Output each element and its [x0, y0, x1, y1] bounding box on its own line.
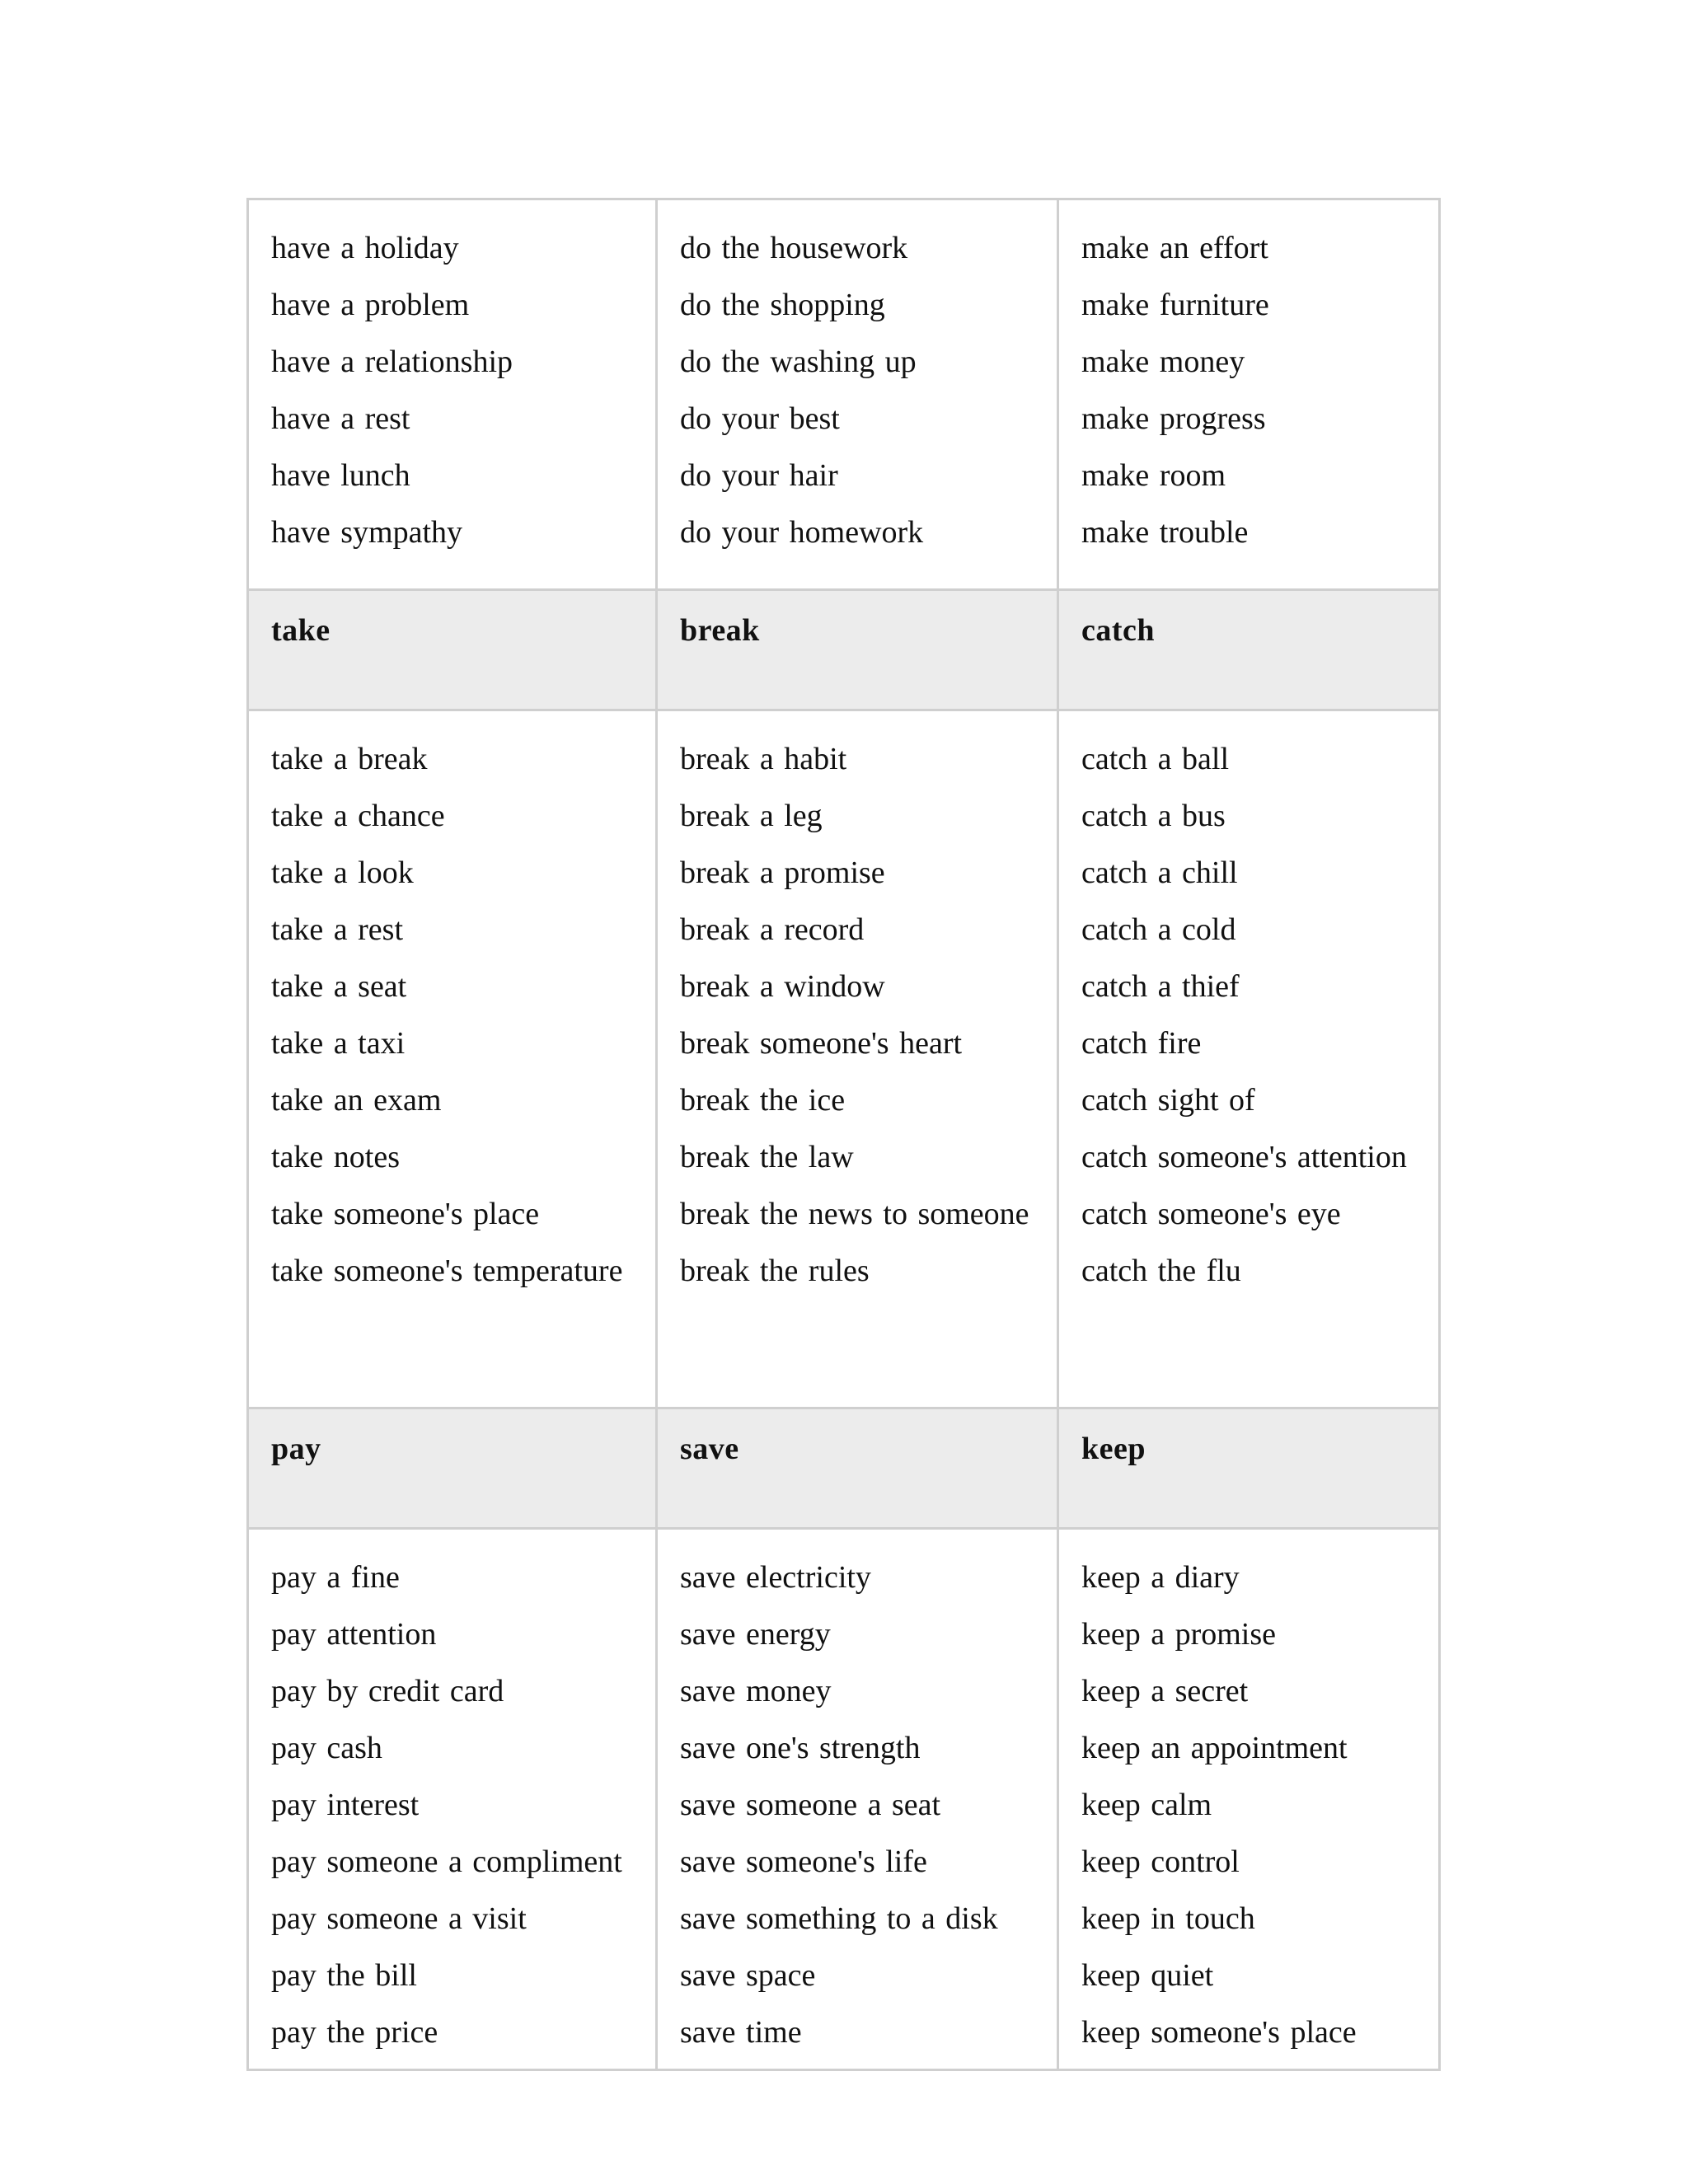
list-item: take a chance — [271, 799, 445, 833]
do-cell — [657, 199, 1058, 590]
list-item: catch sight of — [1081, 1083, 1255, 1118]
list-item: take an exam — [271, 1083, 442, 1118]
table-row — [248, 710, 1440, 1408]
list-item: catch a cold — [1081, 912, 1236, 947]
list-item: break a leg — [680, 799, 823, 833]
section-heading: catch — [1081, 613, 1156, 648]
list-item: have a holiday — [271, 231, 459, 265]
header-pay — [248, 1408, 657, 1529]
list-item: save one's strength — [680, 1731, 921, 1765]
list-item: take a break — [271, 742, 428, 776]
list-item: keep an appointment — [1081, 1731, 1348, 1765]
list-item: break a record — [680, 912, 865, 947]
list-item: have sympathy — [271, 515, 463, 550]
list-item: catch someone's attention — [1081, 1140, 1407, 1174]
list-item: break the ice — [680, 1083, 846, 1118]
section-header-row — [248, 1408, 1440, 1529]
list-item: break a promise — [680, 855, 885, 890]
list-item: have lunch — [271, 458, 410, 493]
list-item: break a habit — [680, 742, 847, 776]
list-item: keep a promise — [1081, 1617, 1277, 1652]
list-item: keep a diary — [1081, 1560, 1240, 1595]
list-item: catch a chill — [1081, 855, 1238, 890]
list-item: take a rest — [271, 912, 404, 947]
pay-list — [271, 1549, 655, 2061]
collocations-table — [246, 198, 1441, 2071]
header-catch — [1058, 590, 1440, 710]
header-take — [248, 590, 657, 710]
header-break — [657, 590, 1058, 710]
list-item: make room — [1081, 458, 1226, 493]
list-item: keep a secret — [1081, 1674, 1249, 1708]
list-item: break someone's heart — [680, 1026, 963, 1061]
list-item: have a problem — [271, 288, 470, 322]
list-item: pay attention — [271, 1617, 437, 1652]
section-heading: pay — [271, 1432, 321, 1466]
keep-cell — [1058, 1529, 1440, 2070]
section-heading: save — [680, 1432, 739, 1466]
list-item: take a seat — [271, 969, 407, 1004]
list-item: pay by credit card — [271, 1674, 504, 1708]
list-item: keep calm — [1081, 1788, 1212, 1822]
list-item: catch a ball — [1081, 742, 1230, 776]
keep-list — [1081, 1549, 1438, 2061]
list-item: save time — [680, 2015, 802, 2050]
list-item: catch fire — [1081, 1026, 1202, 1061]
list-item: make money — [1081, 344, 1245, 379]
list-item: keep quiet — [1081, 1958, 1214, 1993]
save-list — [680, 1549, 1057, 2061]
list-item: make progress — [1081, 401, 1266, 436]
make-cell — [1058, 199, 1440, 590]
save-cell — [657, 1529, 1058, 2070]
list-item: break a window — [680, 969, 885, 1004]
list-item: do your best — [680, 401, 840, 436]
list-item: keep control — [1081, 1844, 1240, 1879]
list-item: do the shopping — [680, 288, 885, 322]
list-item: save someone's life — [680, 1844, 927, 1879]
list-item: pay the bill — [271, 1958, 417, 1993]
list-item: catch a thief — [1081, 969, 1240, 1004]
list-item: make trouble — [1081, 515, 1249, 550]
take-cell — [248, 710, 657, 1408]
have-list — [271, 220, 655, 561]
list-item: take a look — [271, 855, 414, 890]
list-item: make furniture — [1081, 288, 1269, 322]
list-item: catch a bus — [1081, 799, 1226, 833]
make-list — [1081, 220, 1438, 561]
list-item: break the news to someone — [680, 1197, 1029, 1231]
list-item: save electricity — [680, 1560, 871, 1595]
table-row — [248, 199, 1440, 590]
list-item: take a taxi — [271, 1026, 406, 1061]
list-item: have a relationship — [271, 344, 513, 379]
list-item: keep in touch — [1081, 1901, 1255, 1936]
have-cell — [248, 199, 657, 590]
list-item: pay someone a compliment — [271, 1844, 622, 1879]
table-row — [248, 1529, 1440, 2070]
section-heading: break — [680, 613, 760, 648]
list-item: pay cash — [271, 1731, 382, 1765]
list-item: take notes — [271, 1140, 401, 1174]
list-item: save someone a seat — [680, 1788, 941, 1822]
list-item: do the housework — [680, 231, 908, 265]
do-list — [680, 220, 1057, 561]
list-item: do your hair — [680, 458, 838, 493]
break-cell — [657, 710, 1058, 1408]
list-item: keep someone's place — [1081, 2015, 1357, 2050]
section-heading: keep — [1081, 1432, 1146, 1466]
list-item: pay the price — [271, 2015, 438, 2050]
list-item: pay interest — [271, 1788, 420, 1822]
list-item: take someone's temperature — [271, 1254, 623, 1288]
list-item: save energy — [680, 1617, 831, 1652]
header-keep — [1058, 1408, 1440, 1529]
list-item: make an effort — [1081, 231, 1268, 265]
list-item: pay someone a visit — [271, 1901, 527, 1936]
list-item: do your homework — [680, 515, 924, 550]
list-item: catch someone's eye — [1081, 1197, 1341, 1231]
catch-list — [1081, 731, 1438, 1300]
list-item: save something to a disk — [680, 1901, 998, 1936]
catch-cell — [1058, 710, 1440, 1408]
list-item: do the washing up — [680, 344, 917, 379]
list-item: break the law — [680, 1140, 854, 1174]
list-item: save space — [680, 1958, 816, 1993]
list-item: take someone's place — [271, 1197, 540, 1231]
header-save — [657, 1408, 1058, 1529]
list-item: have a rest — [271, 401, 410, 436]
list-item: save money — [680, 1674, 832, 1708]
break-list — [680, 731, 1057, 1300]
section-header-row — [248, 590, 1440, 710]
list-item: break the rules — [680, 1254, 870, 1288]
pay-cell — [248, 1529, 657, 2070]
take-list — [271, 731, 655, 1300]
list-item: pay a fine — [271, 1560, 400, 1595]
section-heading: take — [271, 613, 331, 648]
list-item: catch the flu — [1081, 1254, 1241, 1288]
